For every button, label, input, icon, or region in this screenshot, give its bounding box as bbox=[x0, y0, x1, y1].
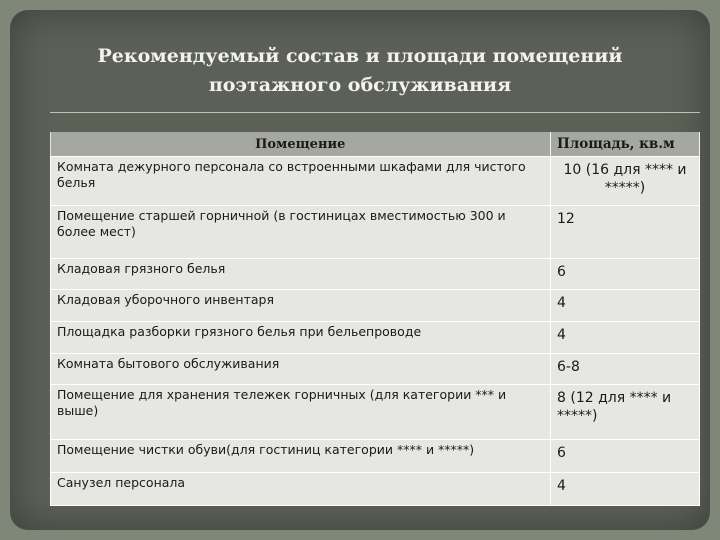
area-cell: 6 bbox=[551, 440, 700, 473]
area-cell: 8 (12 для **** и *****) bbox=[551, 385, 700, 440]
area-cell: 6 bbox=[551, 259, 700, 290]
table-row bbox=[51, 385, 700, 440]
area-cell: 12 bbox=[551, 206, 700, 259]
table-row bbox=[51, 206, 700, 259]
column-header-room: Помещение bbox=[51, 132, 551, 157]
table-row bbox=[51, 290, 700, 322]
table-row bbox=[51, 440, 700, 473]
title-line-1: Рекомендуемый состав и площади помещений bbox=[97, 45, 623, 67]
room-cell: Кладовая грязного белья bbox=[51, 259, 551, 290]
area-cell: 4 bbox=[551, 290, 700, 322]
table-row bbox=[51, 259, 700, 290]
area-cell: 4 bbox=[551, 322, 700, 354]
column-header-area: Площадь, кв.м bbox=[551, 132, 700, 157]
area-cell: 4 bbox=[551, 473, 700, 506]
table-row bbox=[51, 354, 700, 385]
room-cell: Помещение для хранения тележек горничных (для категории *** и выше) bbox=[51, 385, 551, 440]
area-cell: 10 (16 для **** и *****) bbox=[551, 157, 700, 206]
room-cell: Санузел персонала bbox=[51, 473, 551, 506]
rooms-table-container bbox=[50, 132, 699, 506]
table-row bbox=[51, 322, 700, 354]
room-cell: Комната дежурного персонала со встроенными шкафами для чистого белья bbox=[51, 157, 551, 206]
area-cell: 6-8 bbox=[551, 354, 700, 385]
room-cell: Комната бытового обслуживания bbox=[51, 354, 551, 385]
room-cell: Площадка разборки грязного белья при бельепроводе bbox=[51, 322, 551, 354]
room-cell: Помещение чистки обуви(для гостиниц категории **** и *****) bbox=[51, 440, 551, 473]
rooms-table bbox=[50, 132, 700, 506]
table-row bbox=[51, 473, 700, 506]
room-cell: Помещение старшей горничной (в гостиницах вместимостью 300 и более мест) bbox=[51, 206, 551, 259]
title-line-2: поэтажного обслуживания bbox=[208, 74, 512, 96]
page-title bbox=[40, 42, 680, 100]
title-divider bbox=[50, 112, 700, 113]
table-row bbox=[51, 157, 700, 206]
room-cell: Кладовая уборочного инвентаря bbox=[51, 290, 551, 322]
table-header-row bbox=[51, 132, 700, 157]
